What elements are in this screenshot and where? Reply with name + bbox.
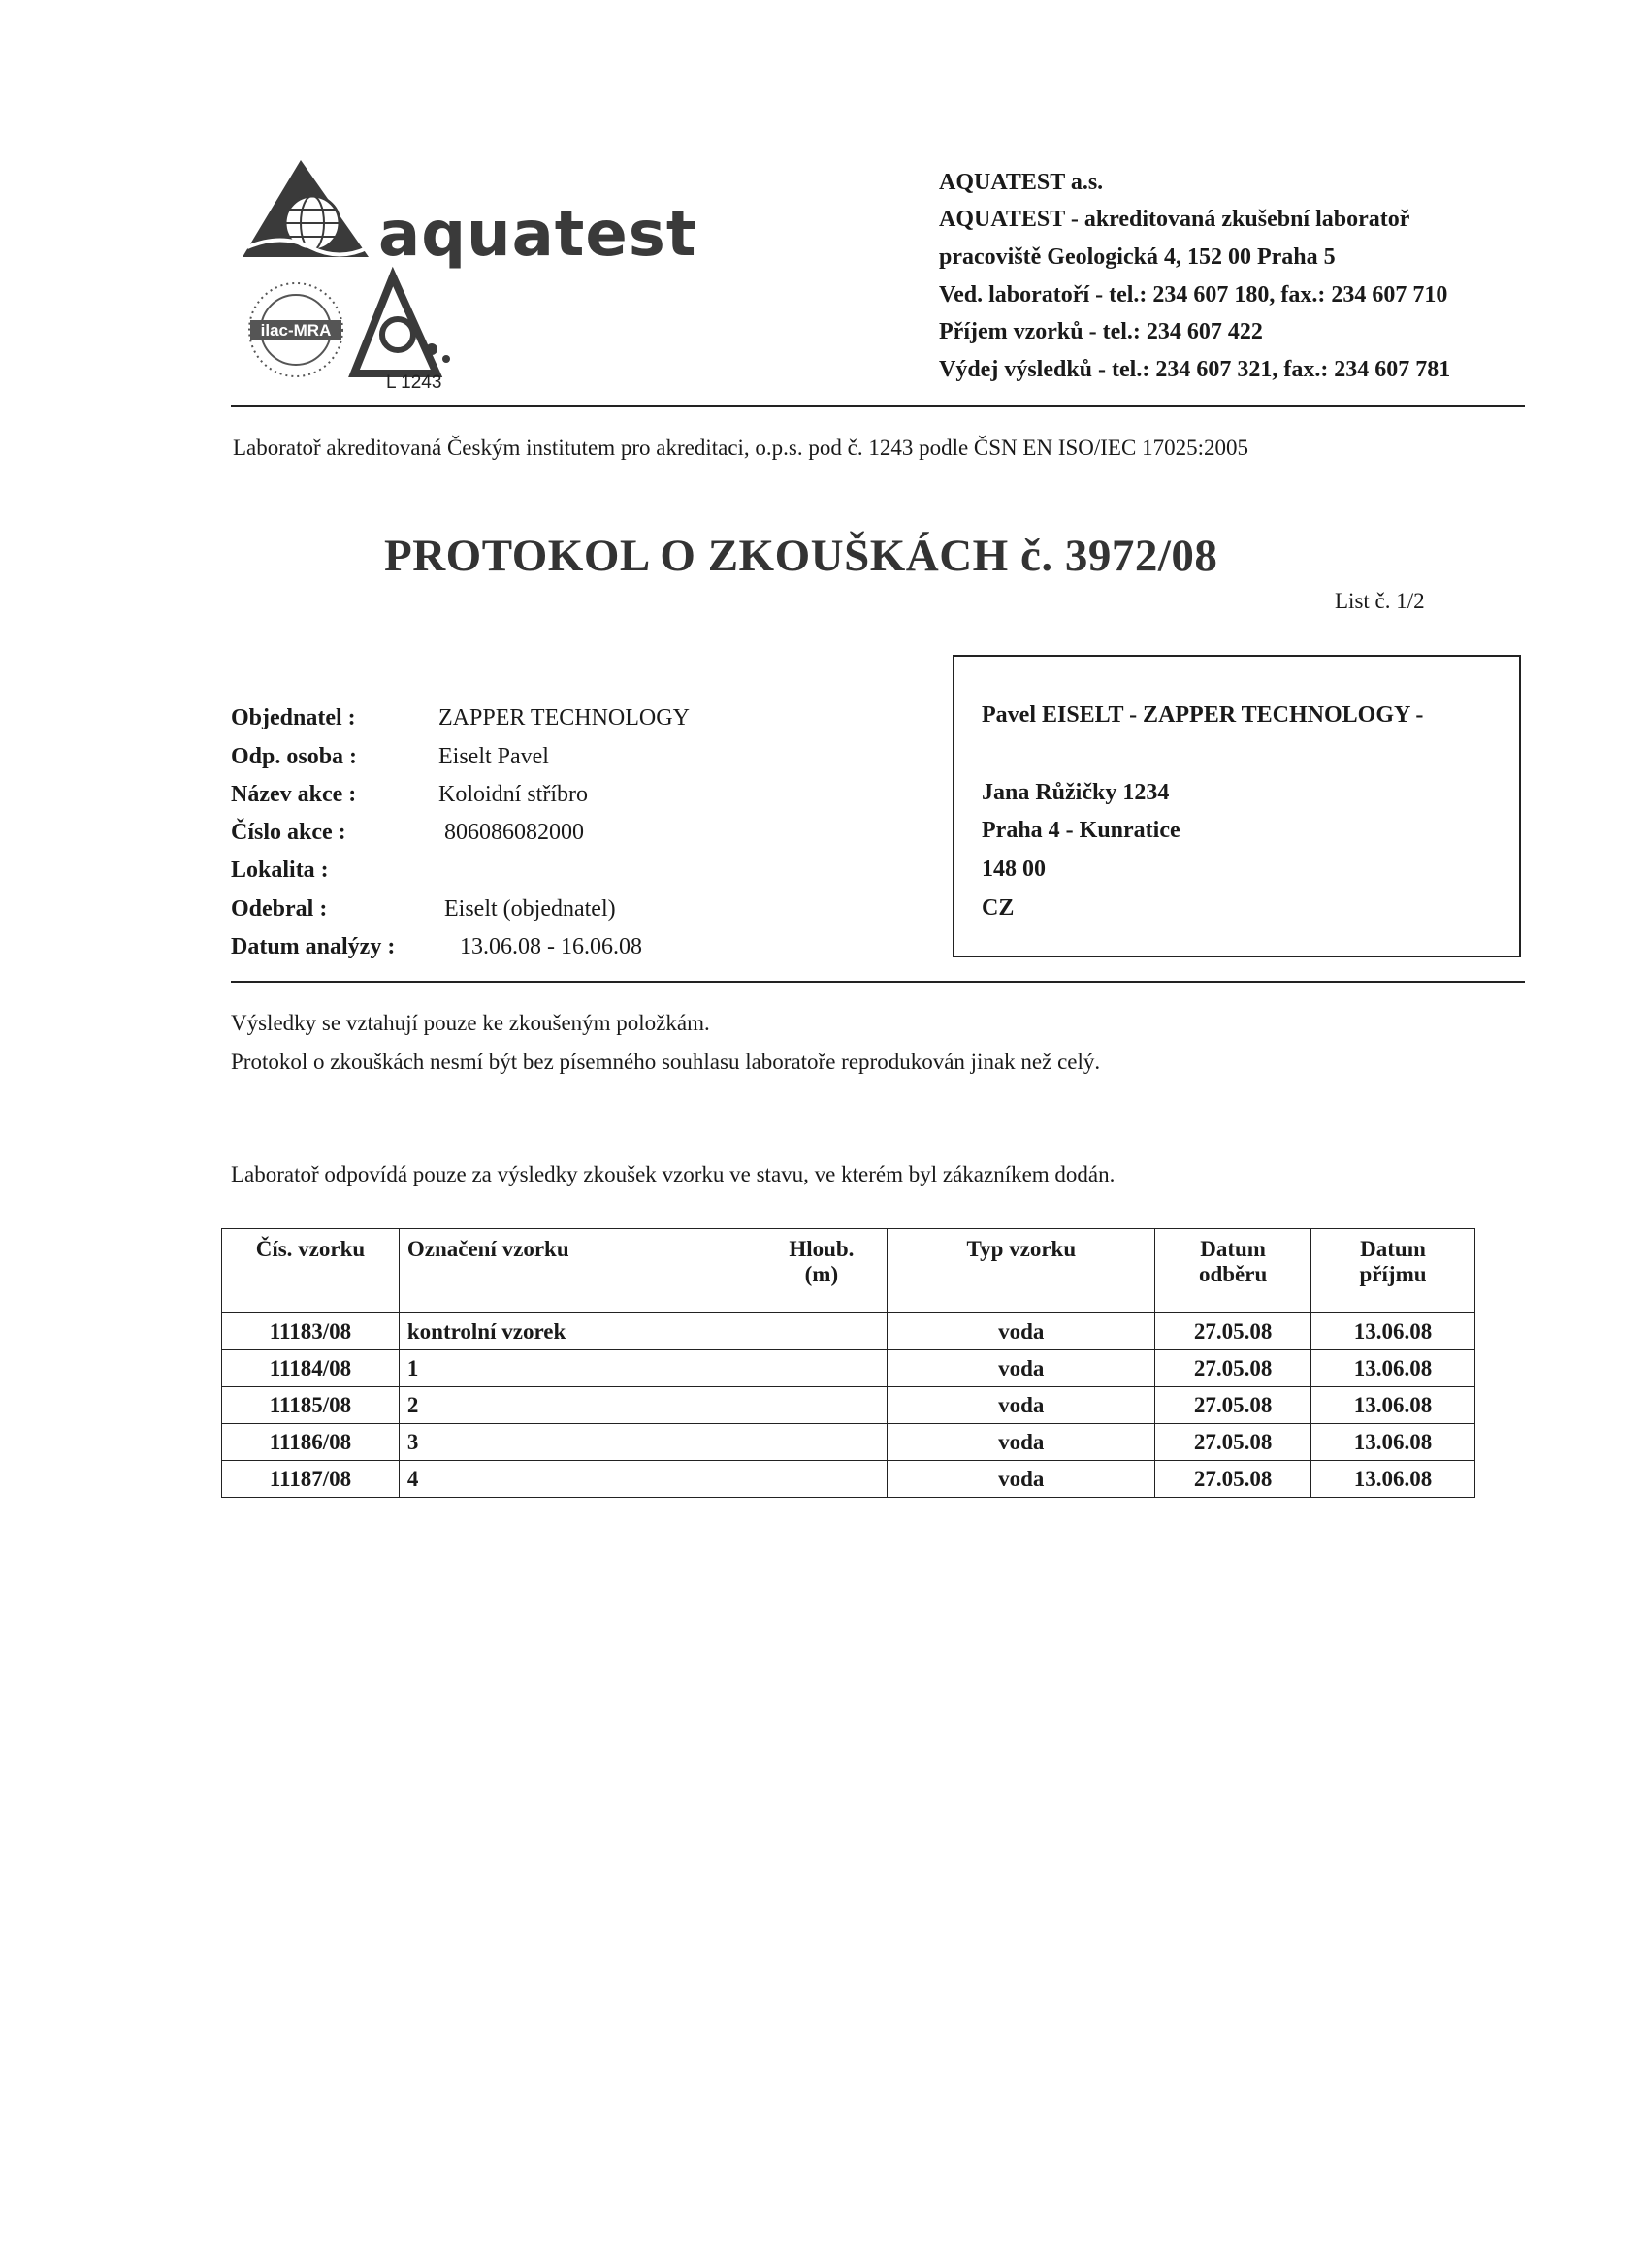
note: Výsledky se vztahují pouze ke zkoušeným položkám. (231, 1011, 710, 1035)
logo-wordmark: aquatest (378, 199, 697, 271)
info-value: Koloidní stříbro (438, 782, 588, 807)
address-line: Pavel EISELT - ZAPPER TECHNOLOGY - (982, 702, 1424, 728)
address-line: 148 00 (982, 857, 1046, 882)
company-name: AQUATEST a.s. (939, 170, 1104, 195)
cell-sample-no: 11184/08 (222, 1350, 400, 1387)
contact-results: Výdej výsledků - tel.: 234 607 321, fax.: 234 607 781 (939, 357, 1451, 382)
info-value: Eiselt Pavel (438, 744, 549, 769)
cell-sampled: 27.05.08 (1155, 1387, 1311, 1424)
cell-sampled: 27.05.08 (1155, 1350, 1311, 1387)
info-value: ZAPPER TECHNOLOGY (438, 705, 690, 730)
header-sampled-line1: Datum (1200, 1237, 1266, 1261)
cell-designation: 3 (399, 1424, 888, 1461)
header-depth-unit: (m) (804, 1262, 839, 1286)
note: Protokol o zkouškách nesmí být bez písemného souhlasu laboratoře reprodukován jinak než celý. (231, 1050, 1101, 1074)
info-label: Odebral : (231, 896, 328, 922)
address-box (953, 655, 1521, 957)
info-label: Název akce : (231, 782, 357, 807)
info-value: 806086082000 (444, 820, 584, 845)
info-label: Lokalita : (231, 858, 329, 883)
cell-type: voda (888, 1424, 1155, 1461)
company-subtitle: AQUATEST - akreditovaná zkušební laboratoř (939, 207, 1410, 232)
address-line: Praha 4 - Kunratice (982, 818, 1180, 843)
cell-designation: kontrolní vzorek (399, 1313, 888, 1350)
divider (231, 981, 1525, 983)
cell-sample-no: 11186/08 (222, 1424, 400, 1461)
table-header-row (222, 1229, 1475, 1313)
header-sample-no: Čís. vzorku (222, 1229, 400, 1313)
header-depth (789, 1237, 854, 1287)
table-row (222, 1461, 1475, 1498)
header-sampled-line2: odběru (1198, 1262, 1268, 1286)
ilac-badge-text: ilac-MRA (260, 321, 332, 340)
accreditation-statement: Laboratoř akreditovaná Českým institutem pro akreditaci, o.p.s. pod č. 1243 podle ČSN EN ISO/IEC 17025:2005 (233, 436, 1248, 460)
header-received-line1: Datum (1360, 1237, 1426, 1261)
cell-received: 13.06.08 (1311, 1313, 1475, 1350)
cell-received: 13.06.08 (1311, 1461, 1475, 1498)
cell-sample-no: 11183/08 (222, 1313, 400, 1350)
header-designation-label: Označení vzorku (406, 1237, 569, 1261)
header-designation (399, 1229, 888, 1313)
info-label: Datum analýzy : (231, 934, 396, 959)
cell-sample-no: 11185/08 (222, 1387, 400, 1424)
cell-sample-no: 11187/08 (222, 1461, 400, 1498)
cell-sampled: 27.05.08 (1155, 1424, 1311, 1461)
table-row (222, 1350, 1475, 1387)
table-row (222, 1424, 1475, 1461)
aquatest-logo-icon (242, 155, 766, 398)
samples-table (221, 1228, 1475, 1498)
cell-sampled: 27.05.08 (1155, 1313, 1311, 1350)
table-row (222, 1313, 1475, 1350)
cell-type: voda (888, 1461, 1155, 1498)
header-received-line2: příjmu (1359, 1262, 1427, 1286)
divider (231, 405, 1525, 407)
header-received (1311, 1229, 1475, 1313)
cell-designation: 1 (399, 1350, 888, 1387)
page-title: PROTOKOL O ZKOUŠKÁCH č. 3972/08 (384, 531, 1218, 581)
cell-designation: 2 (399, 1387, 888, 1424)
info-label: Číslo akce : (231, 820, 346, 845)
address-line: Jana Růžičky 1234 (982, 780, 1170, 805)
cell-designation: 4 (399, 1461, 888, 1498)
cell-type: voda (888, 1350, 1155, 1387)
accreditation-code: L 1243 (386, 373, 442, 393)
contact-intake: Příjem vzorků - tel.: 234 607 422 (939, 319, 1263, 344)
sheet-number: List č. 1/2 (1335, 589, 1425, 613)
header-sampled (1155, 1229, 1311, 1313)
cell-received: 13.06.08 (1311, 1350, 1475, 1387)
cell-received: 13.06.08 (1311, 1424, 1475, 1461)
cell-type: voda (888, 1313, 1155, 1350)
info-value: Eiselt (objednatel) (444, 896, 616, 922)
cell-received: 13.06.08 (1311, 1387, 1475, 1424)
info-label: Objednatel : (231, 705, 356, 730)
header-depth-label: Hloub. (789, 1237, 855, 1261)
logo-area (242, 155, 766, 398)
address-line: CZ (982, 895, 1015, 921)
info-value: 13.06.08 - 16.06.08 (460, 934, 642, 959)
company-address: pracoviště Geologická 4, 152 00 Praha 5 (939, 244, 1336, 270)
note: Laboratoř odpovídá pouze za výsledky zkoušek vzorku ve stavu, ve kterém byl zákazníkem dodán. (231, 1162, 1116, 1186)
header-type: Typ vzorku (888, 1229, 1155, 1313)
table-row (222, 1387, 1475, 1424)
contact-lab: Ved. laboratoří - tel.: 234 607 180, fax.: 234 607 710 (939, 282, 1448, 308)
info-label: Odp. osoba : (231, 744, 358, 769)
cell-sampled: 27.05.08 (1155, 1461, 1311, 1498)
cell-type: voda (888, 1387, 1155, 1424)
